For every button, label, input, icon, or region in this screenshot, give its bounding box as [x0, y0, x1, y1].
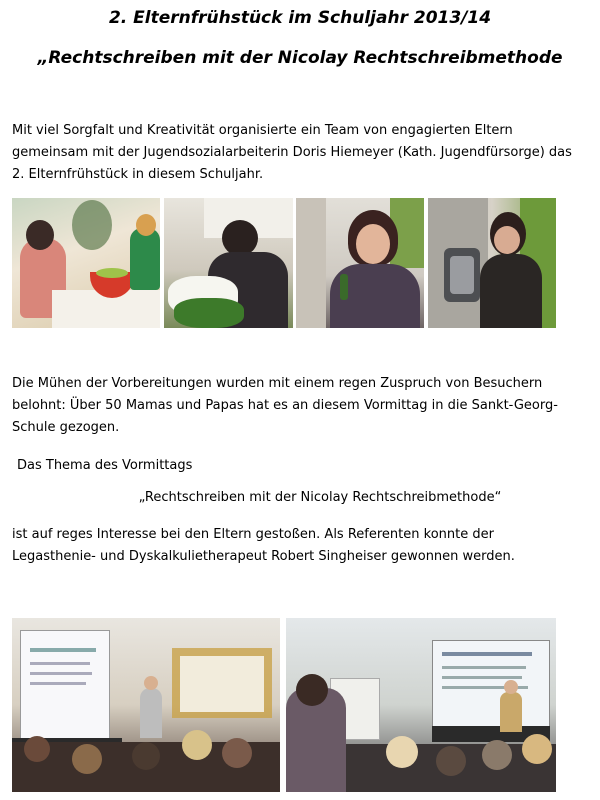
topic-label: Das Thema des Vormittags [17, 458, 193, 473]
intro-line: gemeinsam mit der Jugendsozialarbeiterin Doris Hiemeyer (Kath. Jugendfürsorge) das [12, 145, 572, 160]
page-subtitle: „Rechtschreiben mit der Nicolay Rechtschreibmethode [37, 48, 563, 68]
page-title: 2. Elternfrühstück im Schuljahr 2013/14 [108, 8, 492, 28]
photo-woman-smiling [296, 198, 424, 328]
photo-lecture-audience-left [12, 618, 280, 792]
interest-paragraph [12, 524, 592, 568]
interest-line: Legasthenie- und Dyskalkulietherapeut Robert Singheiser gewonnen werden. [12, 549, 515, 564]
topic-quote: „Rechtschreiben mit der Nicolay Rechtschreibmethode“ [138, 490, 502, 505]
visitors-line: Die Mühen der Vorbereitungen wurden mit einem regen Zuspruch von Besuchern [12, 376, 543, 391]
visitors-line: Schule gezogen. [12, 420, 120, 435]
interest-line: ist auf reges Interesse bei den Eltern gestoßen. Als Referenten konnte der [12, 527, 494, 542]
visitors-paragraph [12, 373, 592, 439]
photo-breakfast-table [12, 198, 160, 328]
intro-paragraph [12, 120, 592, 186]
photo-woman-flowers [164, 198, 293, 328]
intro-line: Mit viel Sorgfalt und Kreativität organisierte ein Team von engagierten Eltern [12, 123, 513, 138]
photo-woman-coffee-machine [428, 198, 556, 328]
intro-line: 2. Elternfrühstück in diesem Schuljahr. [12, 167, 264, 182]
photo-lecture-audience-right [286, 618, 556, 792]
visitors-line: belohnt: Über 50 Mamas und Papas hat es an diesem Vormittag in die Sankt-Georg- [12, 398, 558, 413]
